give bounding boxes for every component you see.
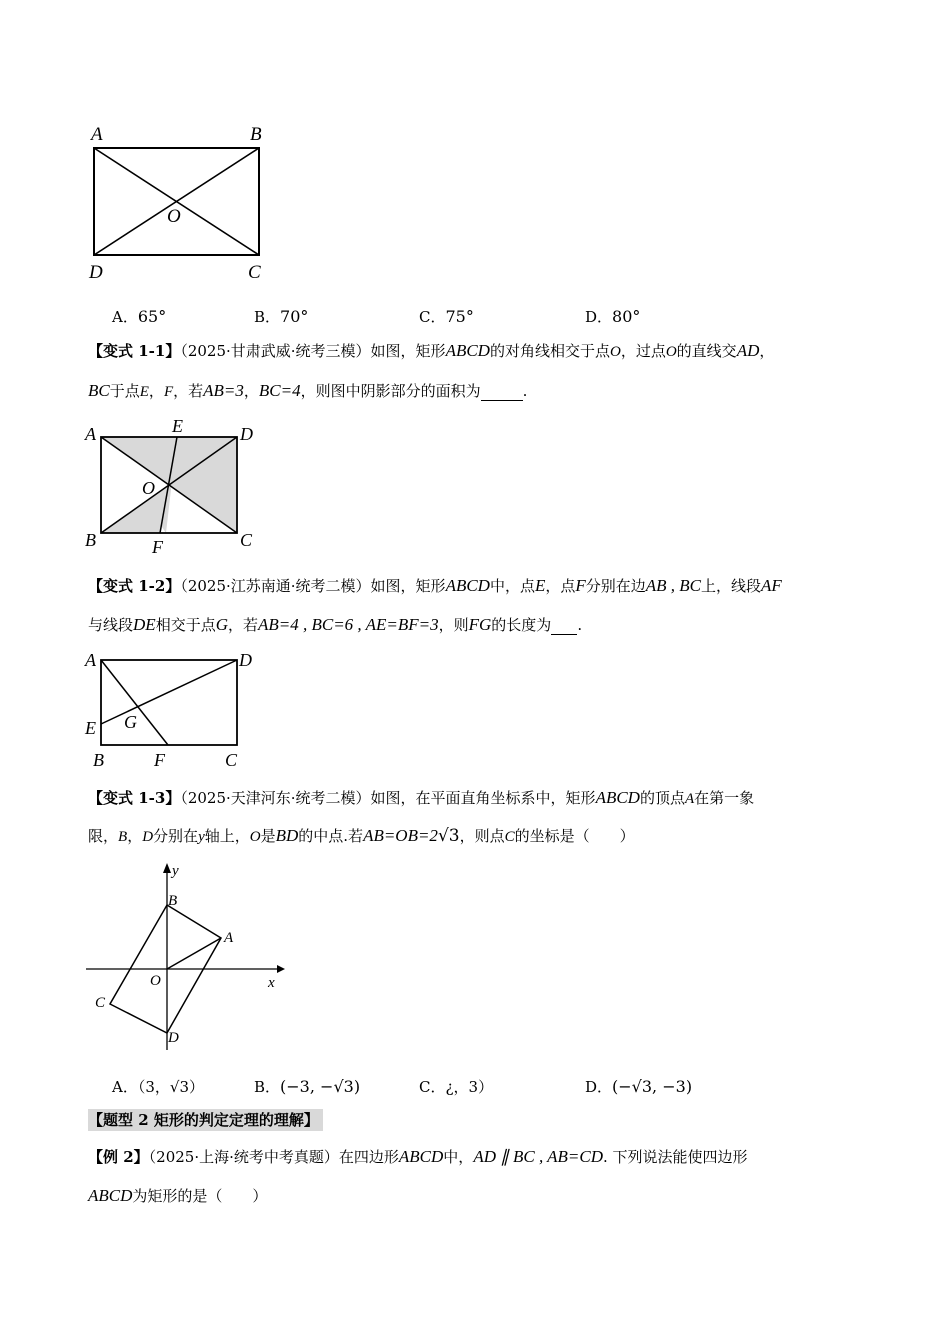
text: 的中点.若: [298, 827, 364, 845]
option-text: （3，√3）: [137, 1078, 204, 1096]
v13-option-c: [419, 1076, 493, 1097]
figure-rectangle-diagonals: [85, 118, 275, 288]
math: BC=4: [258, 381, 301, 400]
figure-rectangle-af-de: [82, 646, 262, 772]
math: ABCD: [595, 788, 640, 807]
text: 与线段: [88, 616, 134, 634]
math: ABCD: [445, 576, 490, 595]
text: ，过点: [620, 342, 666, 360]
text: 的顶点: [639, 789, 685, 807]
option-text: ¿，3）: [445, 1078, 494, 1096]
fig2-label-c: C: [240, 530, 253, 550]
text: ，若: [227, 616, 258, 634]
example-2-source: （2025·上海·统考中考真题）: [148, 1148, 339, 1166]
option-c-letter: C．: [419, 308, 446, 326]
text: 为矩形的是（ ）: [132, 1187, 268, 1205]
text: 于点: [109, 382, 140, 400]
variant-1-3-tag: 【变式 1-3】: [88, 789, 181, 807]
y-axis-arrow-icon: [163, 863, 171, 873]
option-a-text: 65°: [137, 307, 167, 326]
variant-1-1-line2: [88, 380, 527, 401]
fig2-label-d: D: [240, 424, 253, 444]
fig4-label-b: B: [168, 893, 178, 909]
text: ，: [759, 342, 775, 360]
text: 在四边形: [338, 1148, 399, 1166]
option-letter: B．: [254, 1078, 281, 1096]
v13-option-a: [112, 1076, 204, 1097]
fig2-label-a: A: [85, 424, 96, 444]
variant-1-3-line1: [88, 787, 754, 808]
option-a-letter: A．: [112, 308, 138, 326]
text: ，: [148, 382, 164, 400]
option-b-letter: B．: [254, 308, 281, 326]
fig2-label-b: B: [85, 530, 96, 550]
fig2-label-e: E: [172, 416, 183, 436]
math: ABCD: [398, 1147, 444, 1166]
math: C: [504, 829, 515, 845]
text: 如图，在平面直角坐标系中，矩形: [370, 789, 596, 807]
text: 的坐标是（ ）: [514, 827, 635, 845]
text: 中，点: [489, 577, 535, 595]
math: F: [575, 576, 586, 595]
fig4-label-x: x: [268, 975, 275, 991]
variant-1-1-source: （2025·甘肃武威·统考三模）: [180, 342, 371, 360]
math: BD: [275, 826, 299, 845]
figure-shaded-rectangle: [82, 414, 262, 559]
math: AD: [736, 341, 760, 360]
option-b: [254, 306, 308, 327]
text: .: [577, 616, 583, 634]
math: AD ∥ BC , AB=CD: [473, 1147, 603, 1166]
figure-coordinate-plane: [82, 855, 292, 1055]
fig2-label-o: O: [142, 478, 155, 498]
v13-option-b: [254, 1076, 360, 1097]
variant-1-2-line1: [88, 575, 782, 596]
math: B: [118, 829, 128, 845]
math: E: [139, 384, 149, 400]
math: y: [198, 829, 205, 845]
math: O: [665, 344, 677, 360]
text: 如图，矩形: [370, 577, 446, 595]
fig3-label-a: A: [85, 650, 96, 670]
math: E: [534, 576, 546, 595]
text: 的对角线相交于点: [489, 342, 610, 360]
text: 在第一象: [694, 789, 755, 807]
text: ，则图中阴影部分的面积为: [300, 382, 481, 400]
example-2-tag: 【例 2】: [88, 1148, 149, 1166]
answer-blank: [481, 382, 523, 401]
option-a: [112, 306, 166, 327]
text: . 下列说法能使四边形: [603, 1148, 748, 1166]
text: ，则: [438, 616, 469, 634]
text: 限，: [88, 827, 119, 845]
text: .: [522, 382, 528, 400]
option-d: [585, 306, 640, 327]
option-d-text: 80°: [612, 307, 641, 326]
fig2-label-f: F: [152, 537, 163, 557]
option-text: (−√3, −3): [612, 1077, 693, 1096]
variant-1-3-source: （2025·天津河东·统考二模）: [180, 789, 371, 807]
fig3-label-b: B: [93, 750, 104, 770]
math: D: [142, 829, 154, 845]
fig3-label-c: C: [225, 750, 238, 770]
example-2-line2: [88, 1185, 267, 1206]
fig3-label-d: D: [239, 650, 252, 670]
math: AB=3: [203, 381, 244, 400]
option-b-text: 70°: [280, 307, 309, 326]
option-letter: D．: [585, 1078, 613, 1096]
option-letter: A．: [112, 1078, 138, 1096]
text: ，则点: [459, 827, 505, 845]
fig4-label-a: A: [224, 930, 234, 946]
v13-option-d: [585, 1076, 692, 1097]
section-heading: 【题型 2 矩形的判定定理的理解】: [88, 1109, 323, 1131]
x-axis-arrow-icon: [277, 965, 285, 973]
text: 分别在边: [585, 577, 646, 595]
text: ，若: [173, 382, 204, 400]
fig3-label-e: E: [85, 718, 96, 738]
fig4-label-d: D: [168, 1030, 179, 1046]
math: G: [215, 615, 228, 634]
fig1-label-b: B: [250, 124, 262, 145]
text: ，: [127, 827, 143, 845]
text: 的长度为: [491, 616, 552, 634]
text: 相交于点: [155, 616, 216, 634]
text: ，: [243, 382, 259, 400]
variant-1-2-source: （2025·江苏南通·统考二模）: [180, 577, 371, 595]
math: AB , BC: [645, 576, 702, 595]
text: 的直线交: [676, 342, 737, 360]
variant-1-1-line1: [88, 340, 774, 361]
math: AF: [761, 576, 782, 595]
option-c: [419, 306, 474, 327]
text: 分别在: [153, 827, 199, 845]
option-c-text: 75°: [445, 307, 474, 326]
text: 轴上，: [204, 827, 250, 845]
option-text: (−3, −√3): [280, 1077, 361, 1096]
fig4-label-o: O: [150, 973, 161, 989]
math: A: [684, 791, 695, 807]
answer-blank: [551, 616, 577, 635]
math: √3: [437, 826, 460, 846]
text: 如图，矩形: [370, 342, 446, 360]
text: 上，线段: [701, 577, 762, 595]
math: O: [609, 344, 621, 360]
variant-1-1-tag: 【变式 1-1】: [88, 342, 181, 360]
math: O: [249, 829, 261, 845]
variant-1-2-tag: 【变式 1-2】: [88, 577, 181, 595]
math: ABCD: [88, 1186, 133, 1205]
text: 中，: [443, 1148, 474, 1166]
fig3-label-f: F: [154, 750, 165, 770]
fig1-label-o: O: [167, 206, 181, 227]
fig1-label-a: A: [91, 124, 103, 145]
math: FG: [468, 615, 492, 634]
math: BC: [88, 381, 110, 400]
option-d-letter: D．: [585, 308, 613, 326]
variant-1-3-line2: [88, 825, 635, 846]
option-letter: C．: [419, 1078, 446, 1096]
math: ABCD: [445, 341, 490, 360]
text: 是: [260, 827, 276, 845]
fig3-label-g: G: [124, 712, 137, 732]
math: DE: [133, 615, 156, 634]
fig1-label-d: D: [89, 262, 103, 283]
text: ，点: [545, 577, 576, 595]
fig4-label-y: y: [172, 863, 179, 879]
math: F: [163, 384, 174, 400]
variant-1-2-line2: [88, 614, 582, 635]
math: AB=OB=2: [363, 826, 438, 845]
fig4-label-c: C: [95, 995, 106, 1011]
math: AB=4 , BC=6 , AE=BF=3: [258, 615, 439, 634]
fig1-label-c: C: [248, 262, 261, 283]
example-2-line1: [88, 1146, 748, 1167]
